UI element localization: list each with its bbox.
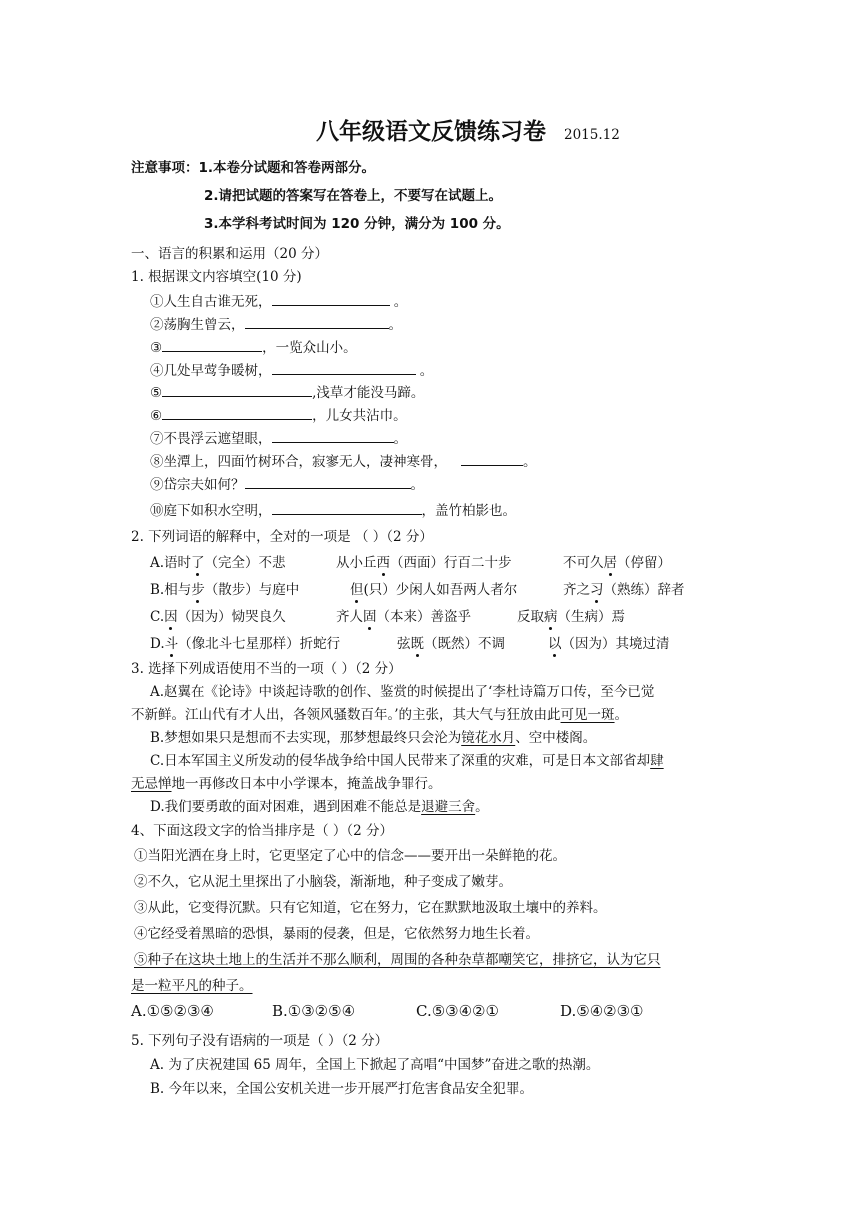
- q4-sentence: ①当阳光洒在身上时，它更坚定了心中的信念——要开出一朵鲜艳的花。: [134, 848, 566, 864]
- q3-option-d: D.我们要勇敢的面对困难，遇到困难不能总是退避三舍。: [150, 799, 489, 815]
- q1-item: ⑨岱宗夫如何？ 。: [150, 477, 424, 493]
- q1-item: ⑥ ，儿女共沾巾。: [150, 408, 407, 424]
- q1-item: ⑧坐潭上，四面竹树环合，寂寥无人，凄神寒骨， 。: [150, 454, 537, 470]
- answer-blank: [245, 475, 411, 489]
- q2-option-b3: 齐之习（熟练）辞者: [563, 582, 685, 598]
- answer-blank: [162, 406, 312, 420]
- q3-option-c-line2: 无忌惮地一再修改日本中小学课本，掩盖战争罪行。: [131, 776, 442, 792]
- q1-item: ③ ，一览众山小。: [150, 340, 357, 356]
- q4-sentence-cont: 是一粒平凡的种子。: [131, 978, 253, 994]
- answer-blank: [162, 338, 262, 352]
- q1-item: ①人生自古谁无死， 。: [150, 294, 408, 310]
- notice-line-2: 2.请把试题的答案写在答卷上，不要写在试题上。: [204, 188, 503, 204]
- q4-stem: 4、下面这段文字的恰当排序是（ ）（2 分）: [131, 823, 394, 839]
- q2-option-d3: 以（因为）其境过清: [548, 636, 670, 652]
- q2-option-d2: 弦既（既然）不调: [397, 636, 505, 652]
- q2-stem: 2. 下列词语的解释中，全对的一项是 （ ）（2 分）: [131, 529, 433, 545]
- answer-blank: [272, 292, 390, 306]
- section-heading: 一、语言的积累和运用（20 分）: [131, 246, 328, 262]
- exam-title: 八年级语文反馈练习卷: [316, 119, 546, 145]
- answer-blank: [461, 452, 523, 466]
- notice-line-3: 3.本学科考试时间为 120 分钟，满分为 100 分。: [204, 216, 510, 232]
- page-title: [316, 113, 620, 146]
- exam-date: 2015.12: [564, 127, 620, 143]
- q2-option-a2: 从小丘西（西面）行百二十步: [336, 555, 512, 571]
- q2-option-b2: 但(只）少闲人如吾两人者尔: [350, 582, 518, 598]
- q5-stem: 5. 下列句子没有语病的一项是（ ）（2 分）: [131, 1033, 389, 1049]
- q4-option-b: B.①③②⑤④: [272, 1002, 356, 1020]
- q2-option-b1: B.相与步（散步）与庭中: [150, 582, 300, 598]
- q2-option-c1: C.因（因为）恸哭良久: [150, 609, 286, 625]
- q2-option-c2: 齐人固（本来）善盗乎: [336, 609, 471, 625]
- q4-sentence: ②不久，它从泥土里探出了小脑袋，渐渐地，种子变成了嫩芽。: [134, 874, 512, 890]
- answer-blank: [272, 501, 422, 515]
- q3-stem: 3. 选择下列成语使用不当的一项（ ）（2 分）: [131, 661, 402, 677]
- q4-option-d: D.⑤④②③①: [560, 1002, 644, 1020]
- notice-line-1: 注意事项：1.本卷分试题和答卷两部分。: [131, 160, 376, 176]
- q1-item: ②荡胸生曾云， 。: [150, 317, 402, 333]
- answer-blank: [272, 429, 394, 443]
- q3-option-a-line2: 不新鲜。江山代有才人出，各领风骚数百年。’的主张，其大气与狂放由此可见一斑。: [131, 707, 629, 723]
- q4-option-a: A.①⑤②③④: [131, 1002, 214, 1020]
- q5-option-a: A. 为了庆祝建国 65 周年，全国上下掀起了高唱“中国梦”奋进之歌的热潮。: [150, 1057, 600, 1073]
- answer-blank: [162, 383, 312, 397]
- answer-blank: [245, 315, 389, 329]
- q2-option-a1: A.语时了（完全）不悲: [150, 555, 286, 571]
- q1-item: ⑩庭下如积水空明， ，盖竹柏影也。: [150, 503, 516, 519]
- q1-item: ⑦不畏浮云遮望眼， 。: [150, 431, 407, 447]
- q3-option-a-line1: A.赵翼在《论诗》中谈起诗歌的创作、鉴赏的时候提出了‘李杜诗篇万口传，至今已觉: [150, 684, 655, 700]
- q1-item: ④几处早莺争暖树， 。: [150, 363, 434, 379]
- q2-option-c3: 反取病（生病）焉: [517, 609, 625, 625]
- answer-blank: [272, 361, 416, 375]
- q3-option-c-line1: C.日本军国主义所发动的侵华战争给中国人民带来了深重的灾难，可是日本文部省却肆: [150, 753, 664, 769]
- q1-item: ⑤ ,浅草才能没马蹄。: [150, 385, 425, 401]
- q2-option-a3: 不可久居（停留）: [563, 555, 671, 571]
- q4-option-c: C.⑤③④②①: [416, 1002, 499, 1020]
- q4-sentence: ③从此，它变得沉默。只有它知道，它在努力，它在默默地汲取土壤中的养料。: [134, 900, 607, 916]
- q1-stem: 1. 根据课文内容填空(10 分): [131, 269, 302, 285]
- q3-option-b: B.梦想如果只是想而不去实现，那梦想最终只会沦为镜花水月、空中楼阁。: [150, 730, 597, 746]
- notice-label: 注意事项：: [131, 160, 199, 176]
- q4-sentence: ④它经受着黑暗的恐惧，暴雨的侵袭，但是，它依然努力地生长着。: [134, 926, 539, 942]
- q2-option-d1: D.斗（像北斗七星那样）折蛇行: [150, 636, 341, 652]
- q5-option-b: B. 今年以来，全国公安机关进一步开展严打危害食品安全犯罪。: [150, 1081, 534, 1097]
- q4-sentence: ⑤种子在这块土地上的生活并不那么顺利，周围的各种杂草都嘲笑它，排挤它，认为它只: [134, 952, 661, 968]
